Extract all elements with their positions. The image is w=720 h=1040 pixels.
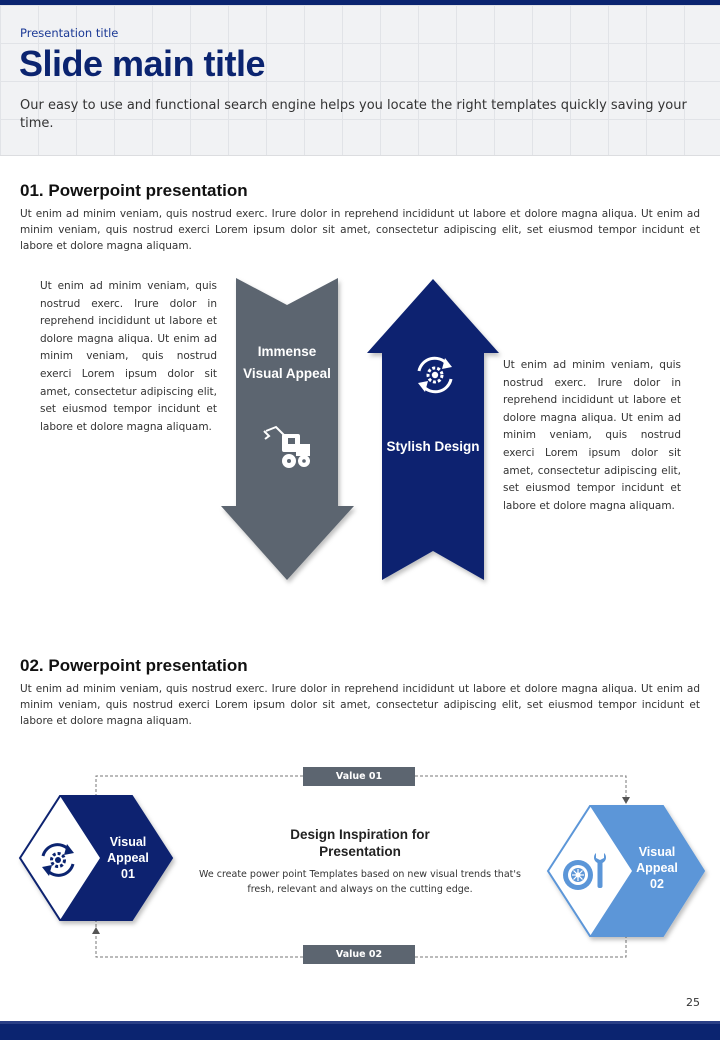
center-title-line1: Design Inspiration for: [290, 827, 430, 842]
down-arrow: [221, 278, 354, 580]
right-hex-line1: Visual: [638, 845, 676, 859]
connector-arrowhead-right: [622, 797, 630, 804]
bottom-accent-bar: [0, 1024, 720, 1040]
left-hexagon-label: [98, 834, 158, 882]
section1-right-text: Ut enim ad minim veniam, quis nostrud exerc. Irure dolor in reprehend incididunt ut labore et dolore magna aliqua. Ut enim ad minim veniam, quis nostrud exerci Lorem ipsum dolor sit amet, consectetur adipiscing elit, set eiusmod tempor incidunt et labore et dolore magna aliquam.: [503, 359, 681, 512]
section2-body: Ut enim ad minim veniam, quis nostrud exerc. Irure dolor in reprehend incididunt ut labore et dolore magna aliqua. Ut enim ad minim veniam, quis nostrud exerci Lorem ipsum dolor sit amet, consectetur adipiscing elit, set eiusmod tempor incidunt et labore et dolore magna aliquam.: [20, 683, 700, 727]
center-description: We create power point Templates based on new visual trends that's fresh, relevant and always on the cutting edge.: [199, 869, 521, 895]
section1-left-text: Ut enim ad minim veniam, quis nostrud exerc. Irure dolor in reprehend incididunt ut labore et dolore magna aliqua. Ut enim ad minim veniam, quis nostrud exerci Lorem ipsum dolor sit amet, consectetur adipiscing elit, set eiusmod tempor incidunt et labore et dolore magna aliquam.: [40, 280, 217, 433]
down-arrow-label-line2: Visual Appeal: [243, 366, 331, 381]
left-hex-line3: 01: [121, 867, 135, 881]
section2-title: 02. Powerpoint presentation: [20, 656, 248, 675]
value-tag-bottom: Value 02: [303, 945, 415, 964]
slide-subtitle: Our easy to use and functional search engine helps you locate the right templates quickly saving your time.: [20, 98, 687, 131]
section1-body: Ut enim ad minim veniam, quis nostrud exerc. Irure dolor in reprehend incididunt ut labore et dolore magna aliqua. Ut enim ad minim veniam, quis nostrud exerci Lorem ipsum dolor sit amet, consectetur adipiscing elit, set eiusmod tempor incidunt et labore et dolore magna aliquam.: [20, 208, 700, 252]
right-hex-line3: 02: [650, 877, 664, 891]
section1-title: 01. Powerpoint presentation: [20, 181, 248, 200]
connector-arrowhead-left: [92, 927, 100, 934]
up-arrow-label: Stylish Design: [386, 439, 480, 454]
left-hex-line2: Appeal: [107, 851, 149, 865]
right-hexagon-label: [627, 844, 687, 892]
page-number: 25: [686, 996, 700, 1009]
center-title-line2: Presentation: [319, 844, 401, 859]
left-hex-line1: Visual: [109, 835, 147, 849]
value-tag-top: Value 01: [303, 767, 415, 786]
center-title: [240, 826, 480, 860]
slide-main-title: Slide main title: [19, 43, 266, 84]
down-arrow-label-line1: Immense: [257, 344, 317, 359]
presentation-title: Presentation title: [20, 26, 119, 40]
up-arrow: [367, 279, 499, 580]
down-arrow-label: [236, 341, 338, 385]
right-hex-line2: Appeal: [636, 861, 678, 875]
